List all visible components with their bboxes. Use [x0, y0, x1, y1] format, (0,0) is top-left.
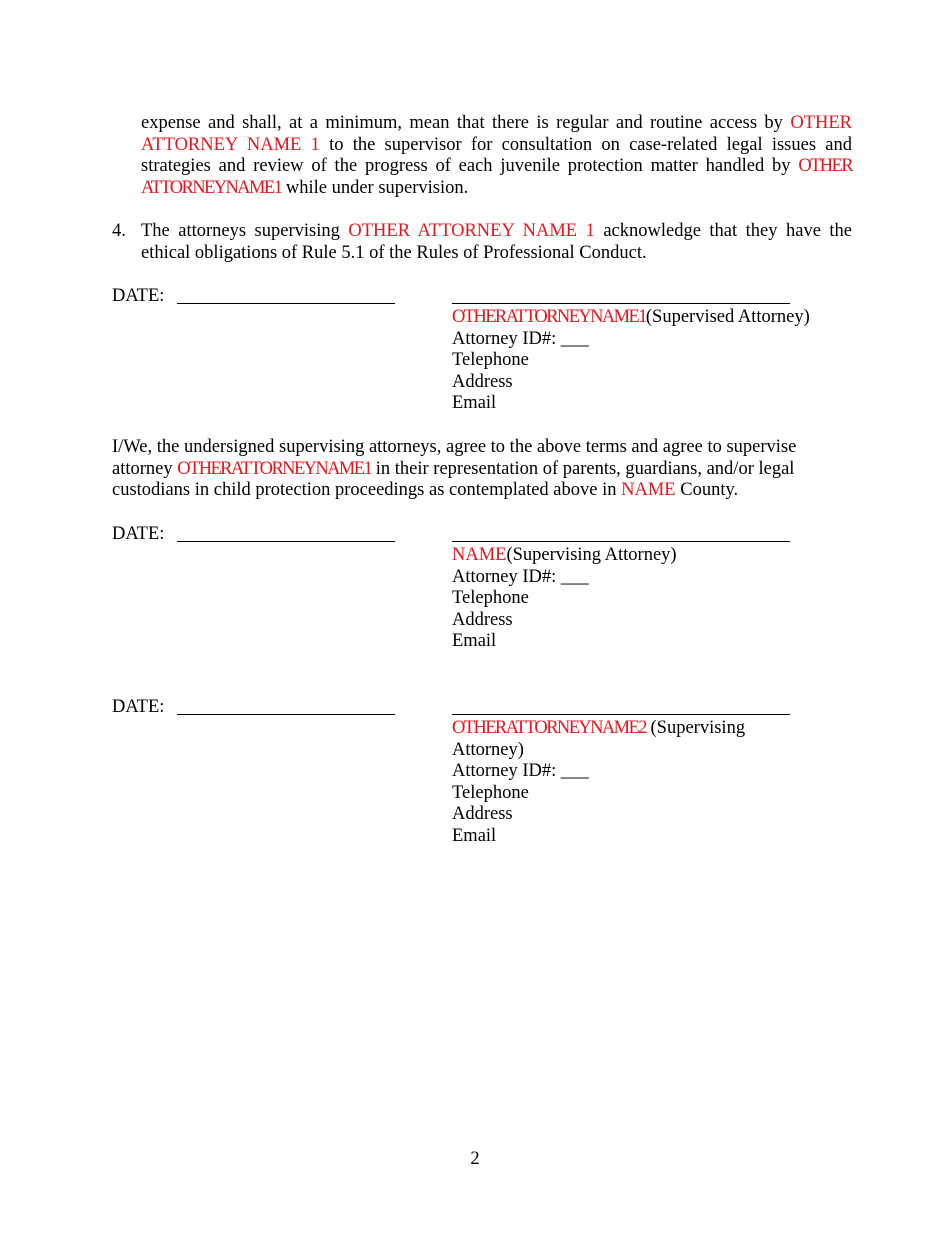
- placeholder-other-attorney-name-1: OTHER ATTORNEY NAME 1: [348, 221, 595, 241]
- placeholder-other-attorney-name-1: OTHERATTORNEYNAME1: [452, 307, 646, 327]
- telephone: Telephone: [452, 782, 529, 803]
- agreement-paragraph: [112, 437, 852, 502]
- signer-role-continued: Attorney): [452, 739, 524, 760]
- placeholder-other-attorney-name-2: OTHERATTORNEYNAME2: [452, 718, 646, 738]
- text-segment: to the supervisor for consultation on case-related legal issues and strategies and review of the progress of each juvenile protection matter handled by: [141, 134, 852, 176]
- date-label: DATE:: [112, 697, 165, 717]
- email: Email: [452, 825, 497, 846]
- date-line[interactable]: [177, 303, 395, 304]
- text-segment: County.: [680, 480, 739, 500]
- text-segment: I/We, the undersigned supervising attorneys, agree to the above terms and agree to supervise attorney: [112, 437, 797, 479]
- signature-block-supervising-2: [452, 718, 852, 847]
- attorney-id: Attorney ID#: ___: [452, 328, 589, 349]
- list-number: 4.: [112, 221, 126, 241]
- placeholder-name: NAME: [621, 480, 676, 500]
- text-segment: in their representation of parents, guardians, and/or legal custodians in child protection proceedings as contemplated above in: [112, 458, 795, 500]
- text-segment: while under supervision.: [285, 177, 469, 198]
- signature-block-supervised: [452, 307, 852, 415]
- date-line[interactable]: [177, 714, 395, 715]
- placeholder-other-attorney-name-1: OTHERATTORNEYNAME1: [177, 458, 372, 479]
- placeholder-name: NAME: [452, 545, 507, 565]
- text-segment: acknowledge that they have the ethical obligations of Rule 5.1 of the Rules of Professional Conduct.: [141, 221, 853, 263]
- signer-role: (Supervising Attorney): [506, 545, 677, 565]
- email: Email: [452, 393, 497, 413]
- email: Email: [452, 631, 497, 651]
- text-segment: The attorneys supervising: [141, 221, 340, 241]
- telephone: Telephone: [452, 350, 529, 370]
- signature-line-supervising-2[interactable]: [452, 714, 790, 715]
- address: Address: [452, 804, 513, 824]
- signature-line-supervising-1[interactable]: [452, 541, 790, 542]
- signature-block-supervising-1: [452, 545, 852, 653]
- signer-role: (Supervised Attorney): [645, 307, 810, 327]
- signature-line-supervised[interactable]: [452, 303, 790, 304]
- attorney-id: Attorney ID#: ___: [452, 761, 589, 781]
- page-number: 2: [470, 1149, 480, 1169]
- placeholder-other-attorney-name-1: OTHER ATTORNEY NAME 1: [141, 113, 853, 155]
- telephone: Telephone: [452, 588, 529, 608]
- address: Address: [452, 609, 513, 630]
- date-label: DATE:: [112, 524, 165, 544]
- text-segment: expense and shall, at a minimum, mean that there is regular and routine access by: [141, 113, 783, 133]
- signer-role: (Supervising: [650, 718, 746, 738]
- address: Address: [452, 371, 513, 392]
- date-label: DATE:: [112, 286, 165, 306]
- list-item-4: [112, 221, 852, 264]
- placeholder-other-attorney-name-1: OTHER ATTORNEYNAME1: [141, 156, 852, 198]
- paragraph-item3-continuation: [141, 113, 852, 199]
- attorney-id: Attorney ID#: ___: [452, 566, 589, 587]
- date-line[interactable]: [177, 541, 395, 542]
